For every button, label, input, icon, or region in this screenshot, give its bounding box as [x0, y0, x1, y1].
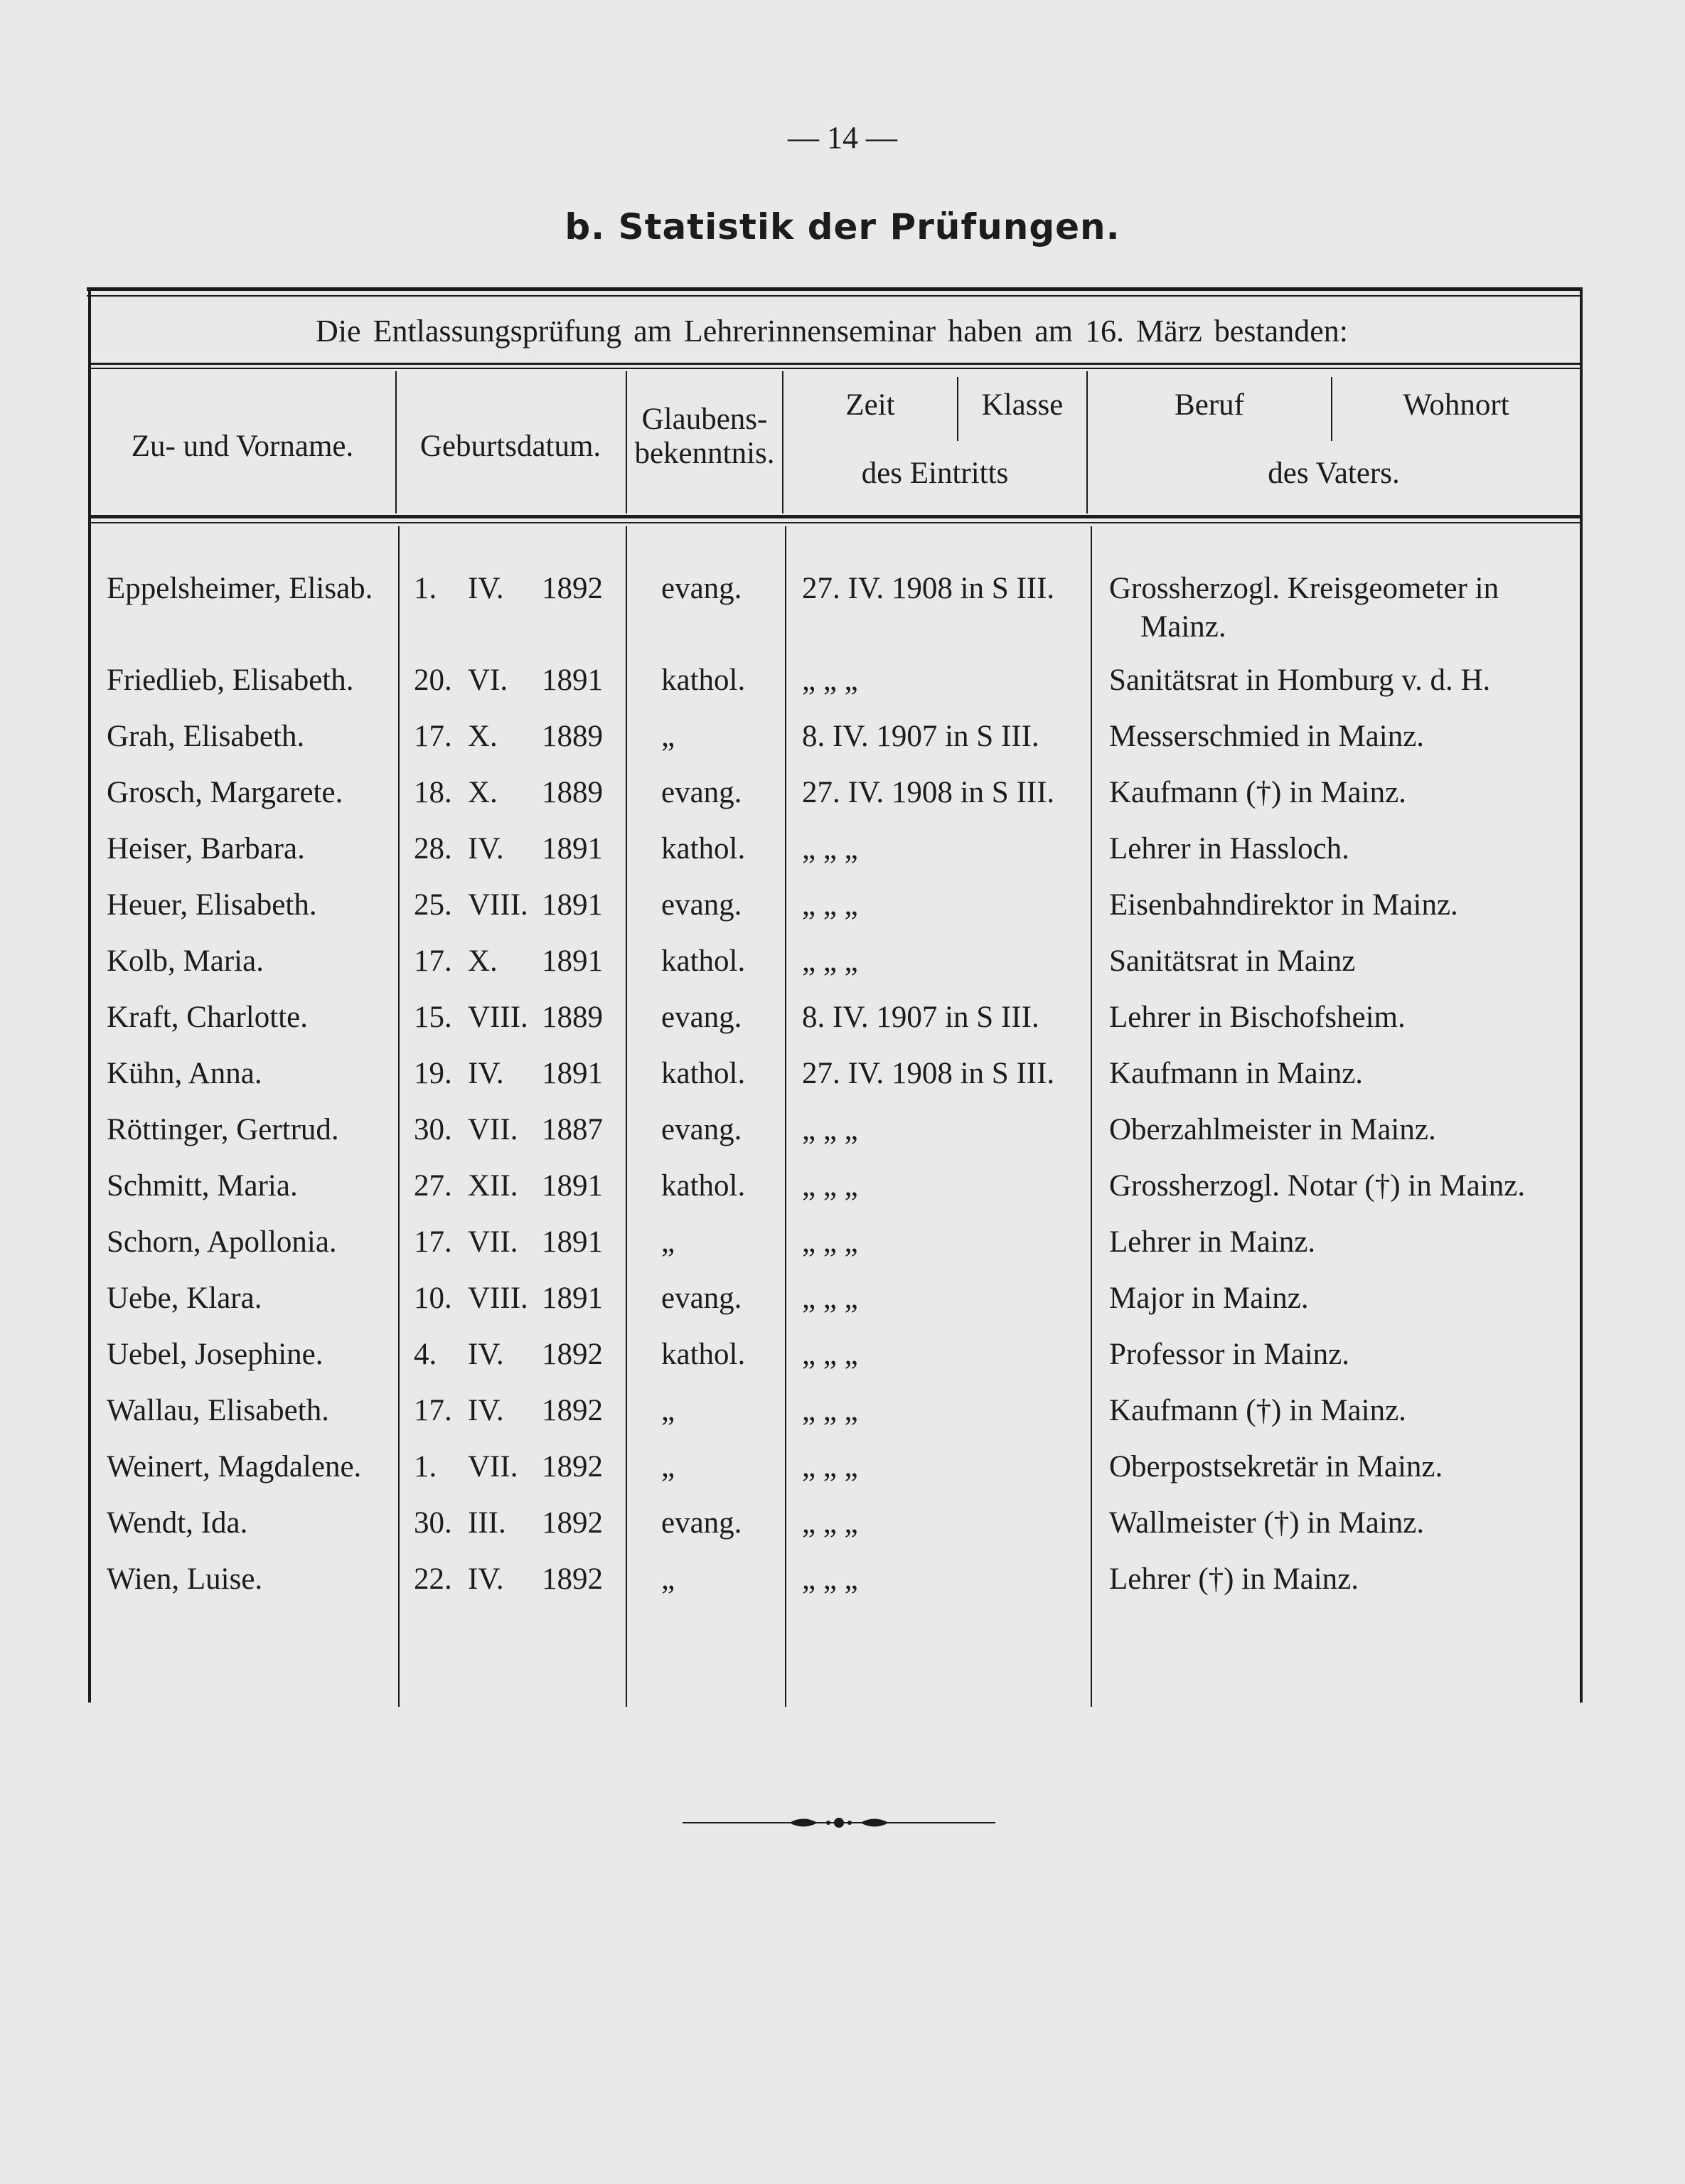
cell-religion: „ [661, 1562, 675, 1596]
cell-day: 22. [414, 1562, 452, 1596]
cell-name: Eppelsheimer, Elisab. [107, 572, 373, 605]
cell-year: 1891 [542, 888, 603, 922]
cell-day: 27. [414, 1169, 452, 1203]
cell-entry: 27. IV. 1908 in S III. [802, 572, 1055, 605]
cell-religion: evang. [661, 1282, 742, 1315]
body-col-sep [626, 526, 627, 1707]
cell-religion: evang. [661, 888, 742, 922]
cell-month: VII. [468, 1225, 518, 1259]
cell-year: 1889 [542, 1001, 603, 1034]
cell-father: Kaufmann (†) in Mainz. [1109, 1394, 1406, 1427]
cell-religion: kathol. [661, 832, 746, 865]
cell-entry: 8. IV. 1907 in S III. [802, 1001, 1039, 1034]
cell-name: Kolb, Maria. [107, 944, 264, 978]
cell-religion: „ [661, 1225, 675, 1259]
cell-name: Friedlieb, Elisabeth. [107, 664, 354, 697]
cell-entry: „ „ „ [802, 1225, 858, 1259]
cell-month: VI. [468, 664, 508, 697]
cell-name: Grosch, Margarete. [107, 776, 343, 809]
cell-name: Heuer, Elisabeth. [107, 888, 317, 922]
cell-day: 30. [414, 1113, 452, 1146]
cell-year: 1891 [542, 1225, 603, 1259]
cell-month: VIII. [468, 1282, 528, 1315]
cell-entry: „ „ „ [802, 1562, 858, 1596]
cell-day: 17. [414, 1225, 452, 1259]
caption-rule [91, 363, 1580, 365]
cell-name: Uebe, Klara. [107, 1282, 262, 1315]
cell-religion: kathol. [661, 1338, 746, 1371]
cell-name: Heiser, Barbara. [107, 832, 305, 865]
cell-father: Messerschmied in Mainz. [1109, 720, 1425, 753]
cell-entry: „ „ „ [802, 1506, 858, 1540]
cell-year: 1892 [542, 1450, 603, 1483]
cell-month: IV. [468, 1057, 504, 1090]
body-col-sep [398, 526, 400, 1707]
cell-entry: „ „ „ [802, 1338, 858, 1371]
cell-entry: 27. IV. 1908 in S III. [802, 776, 1055, 809]
cell-entry: „ „ „ [802, 1282, 858, 1315]
cell-entry: „ „ „ [802, 832, 858, 865]
body-col-sep [1091, 526, 1092, 1707]
cell-month: XII. [468, 1169, 518, 1203]
header-name: Zu- und Vorname. [131, 430, 354, 463]
cell-religion: „ [661, 1450, 675, 1483]
header-religion-line1: Glaubens- [641, 403, 768, 436]
table-left-border [88, 287, 91, 1703]
header-vater: des Vaters. [1268, 457, 1400, 490]
cell-father: Major in Mainz. [1109, 1282, 1309, 1315]
section-title: b. Statistik der Prüfungen. [565, 206, 1120, 247]
cell-year: 1887 [542, 1113, 603, 1146]
cell-religion: evang. [661, 776, 742, 809]
cell-year: 1891 [542, 1169, 603, 1203]
cell-day: 15. [414, 1001, 452, 1034]
page-number: — 14 — [788, 120, 897, 155]
header-eintritt: des Eintritts [861, 457, 1009, 490]
cell-religion: evang. [661, 572, 742, 605]
cell-year: 1891 [542, 664, 603, 697]
cell-name: Schmitt, Maria. [107, 1169, 298, 1203]
cell-religion: kathol. [661, 944, 746, 978]
cell-name: Wallau, Elisabeth. [107, 1394, 329, 1427]
cell-day: 4. [414, 1338, 437, 1371]
header-wohnort: Wohnort [1403, 388, 1509, 422]
header-klasse: Klasse [981, 388, 1064, 422]
cell-month: X. [468, 776, 498, 809]
cell-father-continued: Mainz. [1140, 610, 1226, 644]
cell-father: Professor in Mainz. [1109, 1338, 1349, 1371]
cell-name: Wien, Luise. [107, 1562, 263, 1596]
cell-month: VII. [468, 1113, 518, 1146]
cell-religion: kathol. [661, 664, 746, 697]
cell-name: Weinert, Magdalene. [107, 1450, 362, 1483]
cell-father: Sanitätsrat in Homburg v. d. H. [1109, 664, 1491, 697]
cell-day: 30. [414, 1506, 452, 1540]
cell-religion: kathol. [661, 1169, 746, 1203]
cell-year: 1892 [542, 1394, 603, 1427]
cell-day: 17. [414, 720, 452, 753]
cell-name: Röttinger, Gertrud. [107, 1113, 339, 1146]
cell-month: VIII. [468, 1001, 528, 1034]
cell-entry: „ „ „ [802, 1169, 858, 1203]
cell-year: 1892 [542, 1562, 603, 1596]
cell-religion: „ [661, 1394, 675, 1427]
cell-entry: „ „ „ [802, 1113, 858, 1146]
cell-father: Kaufmann (†) in Mainz. [1109, 776, 1406, 809]
cell-entry: „ „ „ [802, 1450, 858, 1483]
table-right-border [1580, 287, 1583, 1703]
cell-religion: evang. [661, 1506, 742, 1540]
cell-day: 18. [414, 776, 452, 809]
cell-day: 25. [414, 888, 452, 922]
table-caption: Die Entlassungsprüfung am Lehrerinnenseminar haben am 16. März bestanden: [316, 314, 1348, 348]
header-bottom-rule-thin [91, 522, 1580, 523]
cell-entry: „ „ „ [802, 1394, 858, 1427]
cell-month: IV. [468, 1394, 504, 1427]
header-beruf: Beruf [1175, 388, 1244, 422]
cell-year: 1891 [542, 1057, 603, 1090]
cell-father: Sanitätsrat in Mainz [1109, 944, 1356, 978]
cell-father: Eisenbahndirektor in Mainz. [1109, 888, 1458, 922]
cell-month: VIII. [468, 888, 528, 922]
ornament-divider [683, 1812, 995, 1833]
table-top-rule-thin [87, 295, 1583, 297]
cell-entry: „ „ „ [802, 944, 858, 978]
cell-father: Lehrer in Hassloch. [1109, 832, 1349, 865]
cell-father: Lehrer (†) in Mainz. [1109, 1562, 1359, 1596]
cell-father: Grossherzogl. Kreisgeometer in [1109, 572, 1499, 605]
cell-day: 1. [414, 572, 437, 605]
cell-day: 17. [414, 1394, 452, 1427]
cell-father: Grossherzogl. Notar (†) in Mainz. [1109, 1169, 1526, 1203]
cell-year: 1892 [542, 572, 603, 605]
cell-father: Oberzahlmeister in Mainz. [1109, 1113, 1436, 1146]
header-zeit: Zeit [845, 388, 895, 422]
cell-father: Lehrer in Bischofsheim. [1109, 1001, 1406, 1034]
cell-month: IV. [468, 1562, 504, 1596]
cell-month: X. [468, 720, 498, 753]
cell-year: 1889 [542, 776, 603, 809]
cell-religion: kathol. [661, 1057, 746, 1090]
header-bottom-rule [91, 515, 1580, 518]
cell-religion: „ [661, 720, 675, 753]
cell-name: Uebel, Josephine. [107, 1338, 323, 1371]
cell-day: 19. [414, 1057, 452, 1090]
cell-father: Oberpostsekretär in Mainz. [1109, 1450, 1443, 1483]
cell-day: 1. [414, 1450, 437, 1483]
cell-father: Lehrer in Mainz. [1109, 1225, 1316, 1259]
cell-religion: evang. [661, 1001, 742, 1034]
caption-rule-thin [91, 368, 1580, 369]
cell-name: Grah, Elisabeth. [107, 720, 305, 753]
cell-month: VII. [468, 1450, 518, 1483]
table-top-rule [87, 287, 1583, 291]
cell-day: 17. [414, 944, 452, 978]
cell-name: Kraft, Charlotte. [107, 1001, 308, 1034]
cell-day: 28. [414, 832, 452, 865]
cell-month: III. [468, 1506, 506, 1540]
cell-month: IV. [468, 832, 504, 865]
cell-month: IV. [468, 572, 504, 605]
cell-father: Wallmeister (†) in Mainz. [1109, 1506, 1425, 1540]
cell-name: Schorn, Apollonia. [107, 1225, 337, 1259]
cell-year: 1892 [542, 1338, 603, 1371]
cell-entry: „ „ „ [802, 888, 858, 922]
header-birth: Geburtsdatum. [419, 430, 601, 463]
cell-year: 1892 [542, 1506, 603, 1540]
cell-year: 1891 [542, 832, 603, 865]
cell-day: 20. [414, 664, 452, 697]
cell-name: Kühn, Anna. [107, 1057, 262, 1090]
header-religion [627, 403, 782, 471]
cell-day: 10. [414, 1282, 452, 1315]
cell-year: 1891 [542, 944, 603, 978]
cell-month: X. [468, 944, 498, 978]
cell-entry: 27. IV. 1908 in S III. [802, 1057, 1055, 1090]
cell-religion: evang. [661, 1113, 742, 1146]
header-religion-line2: bekenntnis. [634, 437, 775, 470]
cell-name: Wendt, Ida. [107, 1506, 248, 1540]
cell-year: 1891 [542, 1282, 603, 1315]
body-col-sep [785, 526, 786, 1707]
cell-month: IV. [468, 1338, 504, 1371]
cell-entry: 8. IV. 1907 in S III. [802, 720, 1039, 753]
cell-father: Kaufmann in Mainz. [1109, 1057, 1364, 1090]
cell-year: 1889 [542, 720, 603, 753]
cell-entry: „ „ „ [802, 664, 858, 697]
